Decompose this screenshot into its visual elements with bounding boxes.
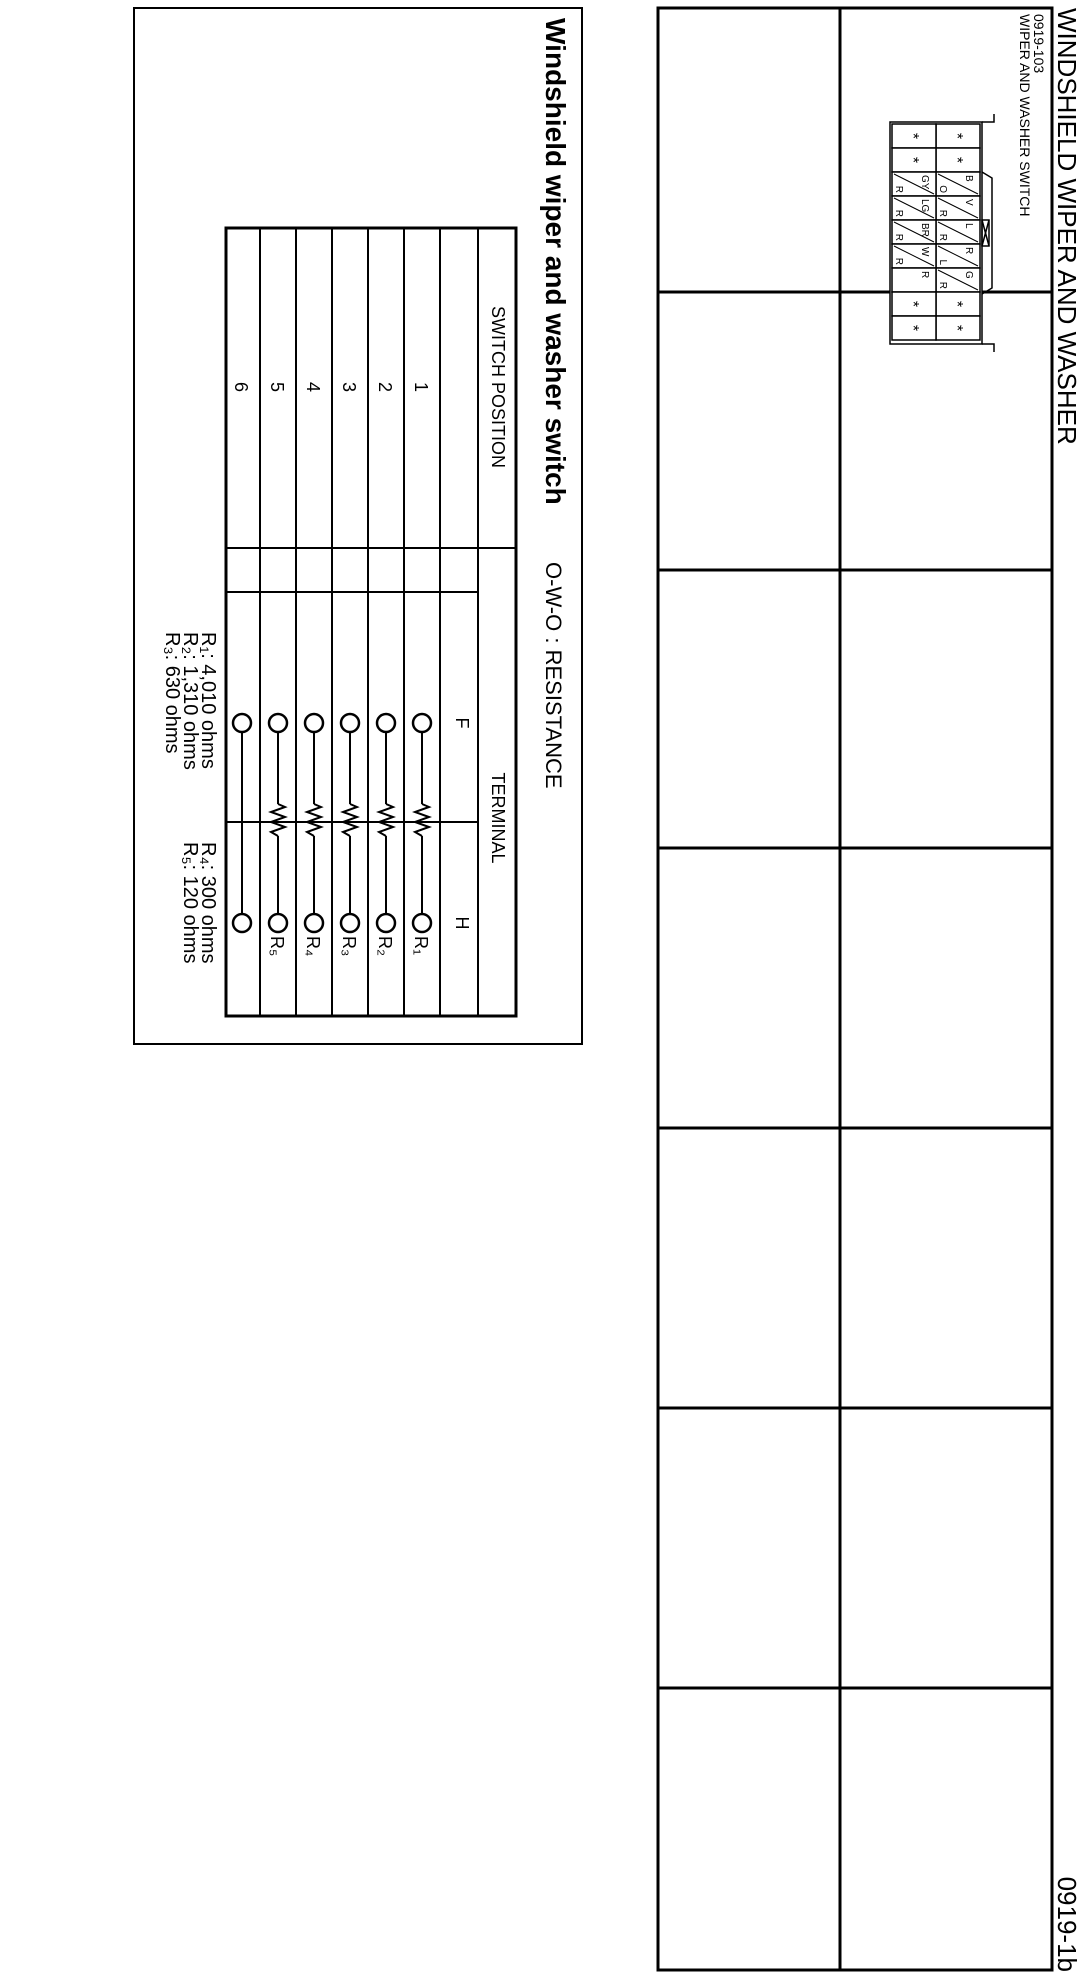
connector-grid [658,8,1052,1970]
switch-position-label: 4 [303,381,323,393]
terminal-f-label: F [452,717,472,729]
header-terminal: TERMINAL [488,772,508,864]
connector-pin-label: G [963,271,974,279]
terminal-h-circle [341,914,359,932]
terminal-f-circle [377,714,395,732]
connector-pin-label: R [963,247,974,255]
terminal-h-circle [305,914,323,932]
header-switch-position: SWITCH POSITION [488,306,508,468]
resistor-icon [271,804,285,836]
terminal-h-label: H [452,916,472,930]
page-title: WINDSHIELD WIPER AND WASHER [1052,8,1082,445]
switch-position-label: 5 [267,381,287,393]
connector-pin-label: V [963,199,974,206]
terminal-h-circle [377,914,395,932]
connector-pin-label: * [948,300,965,308]
connector-code: 0919-103 [1031,14,1047,74]
connector-pin-label: R [937,233,948,241]
connector-pin-label: W [919,247,930,257]
panel-title: Windshield wiper and washer switch [540,18,571,505]
connector-pin-label: R [893,209,904,217]
resistor-label: R₄ [303,936,323,957]
terminal-f-circle [413,714,431,732]
page-number: 0919-1b [1052,1876,1082,1972]
note-r5: R₅: 120 ohms [179,842,201,964]
resistor-label: R₃ [339,936,359,957]
resistor-label: R₁ [411,936,431,956]
connector-pin-label: * [948,324,965,332]
switch-table [226,228,516,1016]
note-r1: R₁: 4,010 ohms [197,632,219,769]
switch-position-label: 2 [375,381,395,393]
resistor-icon [307,804,321,836]
switch-position-label: 3 [339,381,359,393]
resistor-label: R₂ [375,936,395,956]
note-r2: R₂: 1,310 ohms [179,632,201,770]
connector-pin-label: B [963,175,974,182]
connector-pin-label: * [948,132,965,140]
connector-pin-label: O [937,185,948,193]
connector-pin-label: * [948,156,965,164]
terminal-h-circle [269,914,287,932]
connector-pin-label: R [919,271,930,279]
connector-pin-label: GY [919,175,930,190]
note-r4: R₄: 300 ohms [197,842,219,964]
terminal-h-circle [413,914,431,932]
connector-pin-label: L [963,223,974,229]
note-r3: R₃: 630 ohms [161,632,183,754]
connector-pin-label: R [893,185,904,193]
resistance-notes [161,632,219,964]
terminal-f-circle [269,714,287,732]
connector-pin-label: * [904,132,921,140]
connector-pin-label: BR [919,223,930,237]
resistor-icon [415,804,429,836]
switch-rows [231,228,440,1016]
connector-pin-label: L [937,259,948,265]
resistor-icon [379,804,393,836]
switch-panel [134,8,582,1044]
connector-pins [892,124,980,340]
terminal-f-circle [341,714,359,732]
connector-pin-label: * [904,156,921,164]
connector-pin-label: R [893,233,904,241]
connector-name: WIPER AND WASHER SWITCH [1017,14,1033,217]
terminal-f-circle [233,714,251,732]
switch-position-label: 6 [231,381,251,393]
resistor-icon [343,804,357,836]
connector-pin-label: LG [919,199,930,213]
connector-pin-label: R [893,257,904,265]
resistor-label: R₅ [267,936,287,957]
terminal-h-circle [233,914,251,932]
connector-pin-label: * [904,324,921,332]
connector-pin-label: R [937,209,948,217]
resistance-legend: O-W-O : RESISTANCE [541,562,566,789]
terminal-f-circle [305,714,323,732]
connector-pin-label: R [937,281,948,289]
rotated-page [134,8,1082,1972]
switch-position-label: 1 [411,381,431,393]
connector-pin-label: * [904,300,921,308]
